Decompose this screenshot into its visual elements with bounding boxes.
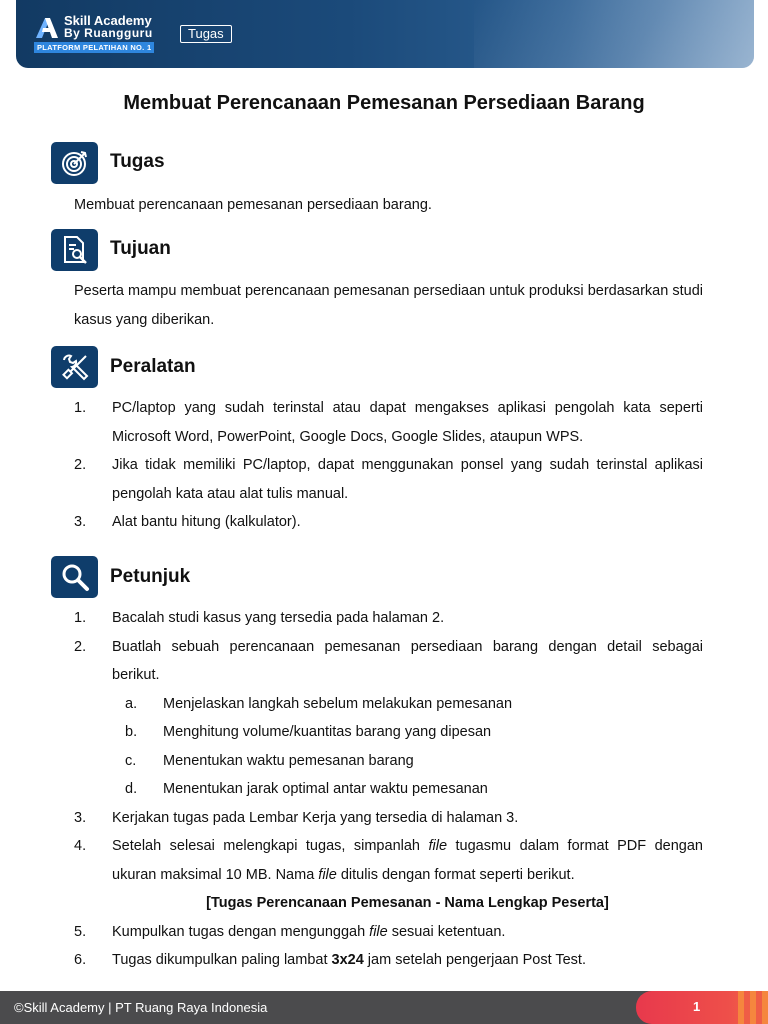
sub-list-item: b. Menghitung volume/kuantitas barang yang dipesan xyxy=(125,724,492,740)
list-item: 4. Setelah selesai melengkapi tugas, simpanlah file tugasmu dalam format PDF dengan ukuran maksimal 10 MB. Nama file ditulis dengan format seperti berikut. xyxy=(74,838,703,883)
logo-title: Skill Academy xyxy=(64,13,152,28)
logo-tagline: PLATFORM PELATIHAN NO. 1 xyxy=(34,42,154,53)
skill-academy-logo-icon xyxy=(34,16,60,40)
sub-list-item: c. Menentukan waktu pemesanan barang xyxy=(125,752,414,769)
tugas-text: Membuat perencanaan pemesanan persediaan barang. xyxy=(74,197,432,213)
section-title-peralatan: Peralatan xyxy=(110,356,196,377)
list-item: 2. Buatlah sebuah perencanaan pemesanan persediaan barang dengan detail sebagai berikut. xyxy=(74,638,703,683)
footer-page-pill xyxy=(636,991,768,1024)
tujuan-text: Peserta mampu membuat perencanaan pemesanan persediaan untuk produksi berdasarkan studi kasus yang diberikan. xyxy=(74,283,703,328)
list-item: 3. Kerjakan tugas pada Lembar Kerja yang tersedia di halaman 3. xyxy=(74,809,519,826)
footer-copyright: ©Skill Academy | PT Ruang Raya Indonesia xyxy=(14,1000,268,1015)
banner-decoration xyxy=(474,0,754,68)
document-search-icon xyxy=(51,229,98,271)
list-item: 6. Tugas dikumpulkan paling lambat 3x24 jam setelah pengerjaan Post Test. xyxy=(74,952,586,968)
logo-subtitle: By Ruangguru xyxy=(64,26,153,40)
list-item: 3. Alat bantu hitung (kalkulator). xyxy=(74,514,301,530)
header-banner xyxy=(16,0,754,68)
sub-list-item: a. Menjelaskan langkah sebelum melakukan pemesanan xyxy=(125,695,513,712)
section-title-tujuan: Tujuan xyxy=(110,238,171,259)
target-icon xyxy=(51,142,98,184)
sub-list-item: d. Menentukan jarak optimal antar waktu pemesanan xyxy=(125,781,488,797)
list-item: 1. Bacalah studi kasus yang tersedia pada halaman 2. xyxy=(74,610,445,626)
section-title-tugas: Tugas xyxy=(110,151,165,172)
list-item: 5. Kumpulkan tugas dengan mengunggah file sesuai ketentuan. xyxy=(74,923,506,940)
document-type-badge: Tugas xyxy=(180,25,232,43)
page-title: Membuat Perencanaan Pemesanan Persediaan Barang xyxy=(123,92,645,114)
page-number: 1 xyxy=(693,999,701,1014)
list-item: 1. PC/laptop yang sudah terinstal atau dapat mengakses aplikasi pengolah kata seperti Microsoft Word, PowerPoint, Google Docs, Google Slides, ataupun WPS. xyxy=(74,400,703,445)
footer-stripes xyxy=(738,991,768,1024)
peralatan-list xyxy=(74,394,703,537)
list-item: 2. Jika tidak memiliki PC/laptop, dapat menggunakan ponsel yang sudah terinstal aplikasi pengolah kata atau alat tulis manual. xyxy=(74,457,703,502)
petunjuk-list xyxy=(74,604,703,975)
section-title-petunjuk: Petunjuk xyxy=(110,566,191,587)
file-name-format: [Tugas Perencanaan Pemesanan - Nama Lengkap Peserta] xyxy=(206,895,609,911)
tools-icon xyxy=(51,346,98,388)
magnifier-icon xyxy=(51,556,98,598)
